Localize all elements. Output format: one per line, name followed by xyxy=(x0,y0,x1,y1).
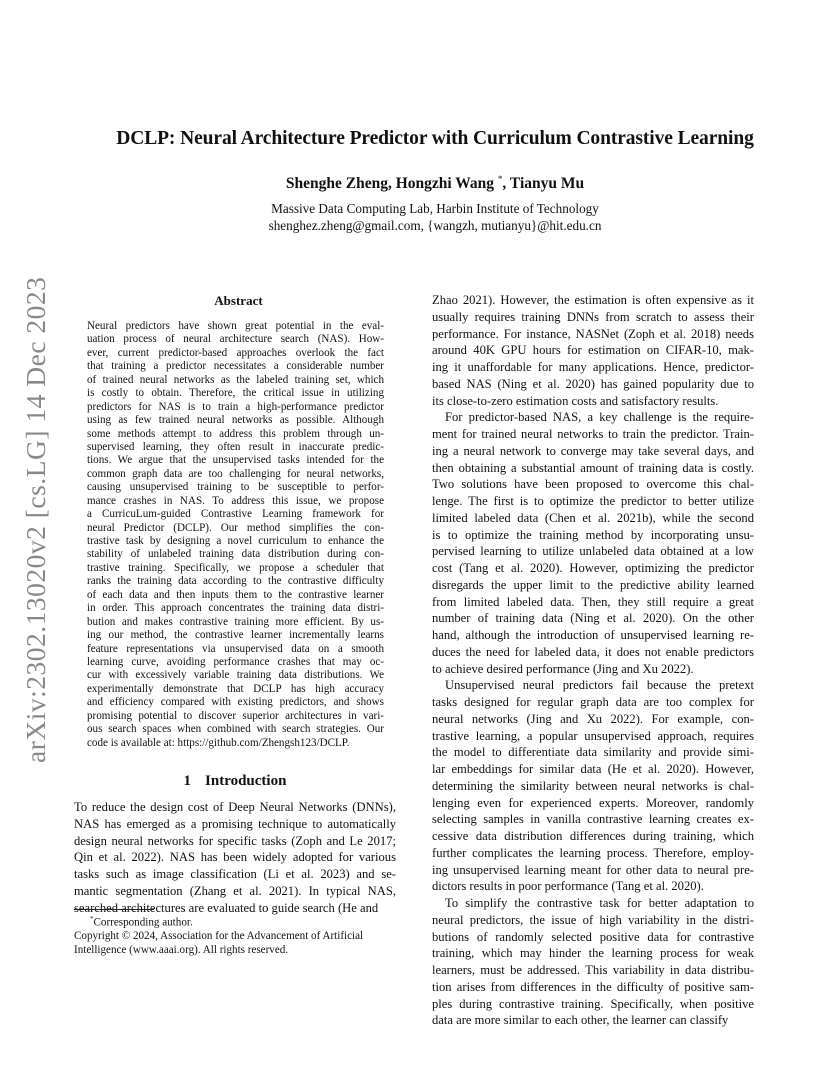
text-line: Unsupervised neural predictors fail because the pretext xyxy=(445,678,754,693)
text-line: trastive training. Specifically, we propose a scheduler that xyxy=(87,561,384,574)
text-line: that training a predictor necessitates a considerable number xyxy=(87,360,384,373)
text-line: common graph data are too challenging for neural networks, xyxy=(87,467,384,480)
author-names-tail: , Tianyu Mu xyxy=(502,175,585,193)
text-line: neural predictors, the issue of high variability in the distri- xyxy=(432,912,754,927)
text-line: lar embeddings for similar data (He et al. 2020). However, xyxy=(432,762,754,776)
text-line: is to optimize the training method by incorporating unsu- xyxy=(432,527,754,542)
text-line: from limited labeled data. Then, they still require a great xyxy=(432,594,754,609)
text-line: some methods attempt to address this problem through un- xyxy=(87,427,384,440)
text-line: design neural networks for specific tasks (Zoph and Le 2017; xyxy=(74,833,396,848)
text-line: training, which may hinder the learning process for weak xyxy=(432,946,754,961)
footnote-corresponding xyxy=(74,913,396,930)
text-line: performance. For instance, NASNet (Zoph et al. 2018) needs xyxy=(432,326,754,341)
footnote-corresponding-text: Corresponding author. xyxy=(93,916,193,929)
text-line: ing a neural network to converge may take several days, and xyxy=(432,443,754,458)
text-line: searched architectures are evaluated to guide search (He and xyxy=(74,900,379,915)
text-line: cost (Tang et al. 2020). However, optimizing the predictor xyxy=(432,561,754,575)
text-line: butions of randomly selected positive data for contrastive xyxy=(432,929,754,944)
text-line: feature representations via unsupervised data on a smooth xyxy=(87,642,384,655)
introduction-left-column xyxy=(74,799,396,916)
text-line: dictors results in poor performance (Tang et al. 2020). xyxy=(432,879,704,894)
text-line: ment for trained neural networks to train the predictor. Train- xyxy=(432,427,754,441)
text-line: ous search spaces when combined with search strategies. Our xyxy=(87,723,384,736)
text-line: pervised learning to utilize unlabeled data obtained at a low xyxy=(432,544,754,559)
text-line: number of training data (Ning et al. 2020). On the other xyxy=(432,611,754,626)
text-line: a CurricuLum-guided Contrastive Learning framework for xyxy=(87,508,384,521)
text-line: supervised learning, they often result in inaccurate predic- xyxy=(87,440,384,453)
copyright-line-2: Intelligence (www.aaai.org). All rights reserved. xyxy=(74,943,289,956)
paragraph xyxy=(432,409,754,677)
text-line: trastive learning, a popular unsupervised approach, requires xyxy=(432,728,754,743)
text-line: neural Predictor (DCLP). Our method simplifies the con- xyxy=(87,521,384,534)
text-line: uation process of neural architecture search (NAS). How- xyxy=(87,333,384,346)
text-line: then obtaining a substantial amount of training data is costly. xyxy=(432,460,754,475)
text-line: Qin et al. 2022). NAS has been widely adopted for various xyxy=(74,850,396,865)
text-line: Zhao 2021). However, the estimation is often expensive as it xyxy=(432,293,754,307)
text-line: limited labeled data (Chen et al. 2021b), while the second xyxy=(432,510,754,525)
text-line: learners, must be addressed. This variability in data distribu- xyxy=(432,963,754,977)
text-line: disregards the upper limit to the predictive ability learned xyxy=(432,577,754,592)
text-line: tasks designed for regular graph data are too complex for xyxy=(432,695,754,709)
text-line: duces the need for labeled data, it does not enable predictors xyxy=(432,644,754,659)
text-line: To simplify the contrastive task for better adaptation to xyxy=(445,896,754,910)
text-line: Two solutions have been proposed to overcome this chal- xyxy=(432,477,754,492)
author-names: Shenghe Zheng, Hongzhi Wang xyxy=(285,175,495,193)
text-line: to achieve desired performance (Jing and Xu 2022). xyxy=(432,661,694,676)
section-heading-introduction xyxy=(75,773,395,790)
text-line: stability of unlabeled training data distribution during con- xyxy=(87,548,384,561)
affiliation-block xyxy=(70,201,800,234)
footnote-block xyxy=(74,913,396,957)
text-line: cessive data distribution differences during training, which xyxy=(432,829,754,843)
corresponding-author-marker: * xyxy=(497,174,503,184)
section-title: Introduction xyxy=(205,773,287,789)
text-line: predictors for NAS is to train a high-performance predictor xyxy=(87,400,384,413)
text-line: hand, although the introduction of unsupervised learning re- xyxy=(432,628,754,642)
text-line: determining the similarity between neural networks is chal- xyxy=(432,778,754,793)
abstract-heading: Abstract xyxy=(214,293,263,308)
text-line: bution and makes contrastive training more efficient. By us- xyxy=(87,615,384,628)
text-line: ples during contrastive training. Specifically, when positive xyxy=(432,996,754,1011)
text-line: neural networks (Jing and Xu 2022). For example, con- xyxy=(432,711,754,726)
text-line: promising potential to discover superior architectures in vari- xyxy=(87,709,384,722)
text-line: further complicates the learning process. Therefore, employ- xyxy=(432,845,754,860)
section-number: 1 xyxy=(183,773,192,789)
text-line: lenging even for experienced experts. Moreover, randomly xyxy=(432,795,754,810)
text-line: mantic segmentation (Zhang et al. 2021). In typical NAS, xyxy=(74,883,396,898)
author-emails: shenghez.zheng@gmail.com, {wangzh, mutianyu}@hit.edu.cn xyxy=(268,217,602,233)
text-line: tasks such as image classification (Li et al. 2023) and se- xyxy=(74,867,396,881)
text-line: its close-to-zero estimation costs and satisfactory results. xyxy=(432,393,719,408)
text-line: For predictor-based NAS, a key challenge is the require- xyxy=(445,410,754,425)
text-line: learning curve, avoiding performance crashes that may oc- xyxy=(87,655,384,668)
text-line: cur with excessively variable training data distributions. We xyxy=(87,669,384,682)
arxiv-identifier-stamp: arXiv:2302.13020v2 [cs.LG] 14 Dec 2023 xyxy=(20,276,51,763)
footnote-marker: * xyxy=(90,915,94,923)
text-line: tion arises from differences in the difficulty of positive sam- xyxy=(432,979,754,994)
text-line: ever, current predictor-based approaches overlook the fact xyxy=(87,346,384,359)
text-line: of trained neural networks as the labeled training set, which xyxy=(87,373,384,386)
text-line: trastive task by designing a novel curriculum to enhance the xyxy=(87,535,384,547)
text-line: ranks the training data according to the contrastive difficulty xyxy=(87,575,384,588)
paragraph xyxy=(432,677,754,895)
paper-title: DCLP: Neural Architecture Predictor with Curriculum Contrastive Learning xyxy=(116,128,754,149)
copyright-line-1: Copyright © 2024, Association for the Advancement of Artificial xyxy=(74,930,364,943)
author-list xyxy=(70,174,800,193)
text-line: ing unsupervised learning meant for other data to neural pre- xyxy=(432,862,754,877)
text-line: using as few trained neural networks as possible. Although xyxy=(87,414,384,427)
text-line: based NAS (Ning et al. 2020) has gained popularity due to xyxy=(432,376,754,391)
text-line: usually requires training DNNs from scratch to assess their xyxy=(432,309,754,324)
text-line: causing unsupervised training to be susceptible to perfor- xyxy=(87,481,384,494)
introduction-right-column xyxy=(432,292,754,1029)
paragraph xyxy=(432,292,754,409)
text-line: is costly to obtain. Therefore, the critical issue in utilizing xyxy=(87,387,384,400)
text-line: Neural predictors have shown great potential in the eval- xyxy=(87,320,384,332)
text-line: ing it unaffordable for many applications. Hence, predictor- xyxy=(432,360,754,374)
text-line: in order. This approach concentrates the training data distri- xyxy=(87,602,384,615)
text-line: experimentally demonstrate that DCLP has high accuracy xyxy=(87,682,384,695)
text-line: NAS has emerged as a promising technique to automatically xyxy=(74,816,396,831)
abstract-body xyxy=(87,320,384,750)
text-line: data are more similar to each other, the learner can classify xyxy=(432,1013,729,1028)
text-line: of each data and then inputs them to the contrastive learner xyxy=(87,588,384,601)
text-line: To reduce the design cost of Deep Neural Networks (DNNs), xyxy=(74,800,396,814)
text-line: ing our method, the contrastive learner incrementally learns xyxy=(87,629,384,642)
text-line: tions. We argue that the unsupervised tasks intended for the xyxy=(87,454,384,467)
text-line: lenge. The first is to optimize the predictor to better utilize xyxy=(432,494,754,508)
affiliation-lab: Massive Data Computing Lab, Harbin Institute of Technology xyxy=(271,201,599,216)
text-line: mance crashes in NAS. To address this issue, we propose xyxy=(87,494,384,507)
text-line: the model to differentiate data similarity and provide simi- xyxy=(432,745,754,760)
text-line: selecting samples in vanilla contrastive learning creates ex- xyxy=(432,812,754,827)
paragraph xyxy=(432,895,754,1029)
text-line: code is available at: https://github.com/Zhengsh123/DCLP. xyxy=(87,736,350,749)
footnote-divider xyxy=(74,909,154,910)
text-line: and efficiency compared with existing predictors, and shows xyxy=(87,696,384,709)
text-line: around 40K GPU hours for estimation on CIFAR-10, mak- xyxy=(432,343,754,358)
